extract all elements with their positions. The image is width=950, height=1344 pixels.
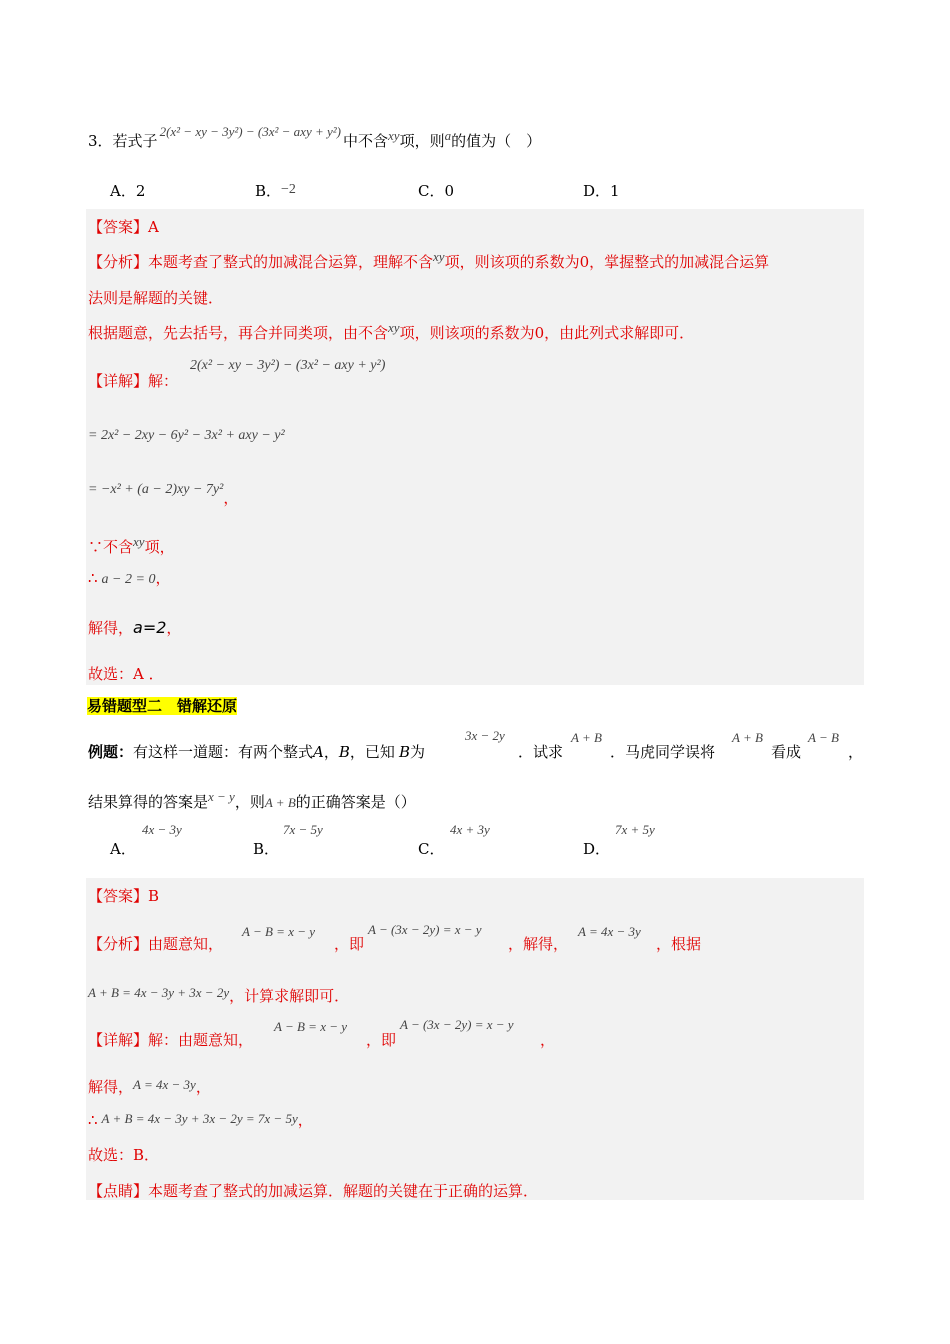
sep: ， xyxy=(323,743,339,761)
analysis-2-c: ，解得， xyxy=(508,935,569,953)
xy-term: xy xyxy=(133,534,145,549)
answer-tag: 【答案】 xyxy=(88,887,149,905)
detail-tag: 【详解】 xyxy=(88,1031,149,1049)
example-text: ，已知 xyxy=(349,743,395,761)
q3-option-a xyxy=(110,180,145,201)
answer-value: B xyxy=(148,887,160,905)
point-line xyxy=(88,1180,538,1201)
detail-tag: 【详解】 xyxy=(88,372,149,390)
therefore-symbol: ∴ xyxy=(88,1111,98,1129)
example-text4: ．试求 xyxy=(518,743,564,761)
therefore-line-2 xyxy=(88,1109,313,1130)
because-line xyxy=(88,536,175,557)
analysis-text: 根据题意，先去括号，再合并同类项，由不含 xyxy=(88,324,389,342)
solve-line-1 xyxy=(88,617,181,638)
point-tag: 【点睛】 xyxy=(88,1182,149,1200)
comma: ， xyxy=(223,489,239,507)
option-label: C． xyxy=(418,182,445,200)
example-comma: ， xyxy=(848,743,864,761)
example-option-a-value: 4x − 3y xyxy=(142,822,182,837)
q3-xy: xy xyxy=(388,128,400,143)
example-text: 的正确答案是（） xyxy=(295,793,416,811)
example-option-b: B． xyxy=(253,840,280,858)
answer-value: A xyxy=(148,218,159,236)
analysis-2-line1 xyxy=(88,933,223,954)
example-apb: A + B xyxy=(571,730,602,745)
step-1: = 2x² − 2xy − 6y² − 3x² + axy − y² xyxy=(88,428,285,443)
example-label: 例题： xyxy=(88,743,134,761)
therefore-expr: a − 2 = 0 xyxy=(101,572,156,587)
analysis-1-line2: 法则是解题的关键． xyxy=(88,289,224,307)
q3-mid: 中不含 xyxy=(343,132,389,150)
q3-expression: 2(x² − xy − 3y²) − (3x² − axy + y²) xyxy=(159,124,341,139)
example-text: ，则 xyxy=(234,793,265,811)
detail-2-e1: A − B = x − y xyxy=(274,1019,348,1034)
comma: ， xyxy=(195,1078,211,1096)
solve-prefix: 解得， xyxy=(88,619,134,637)
section-title xyxy=(87,695,237,716)
var-b: B xyxy=(398,743,410,761)
analysis-e4: A + B = 4x − 3y + 3x − 2y xyxy=(88,985,230,1000)
answer-2 xyxy=(88,885,159,906)
q3-prefix: 若式子 xyxy=(112,132,158,150)
comma: ， xyxy=(166,619,182,637)
section-title-text: 易错题型二 错解还原 xyxy=(87,697,238,715)
step-2-expr: = −x² + (a − 2)xy − 7y² xyxy=(88,482,224,497)
example-b-expr: 3x − 2y xyxy=(465,728,505,743)
analysis-2-e3: A = 4x − 3y xyxy=(578,924,641,939)
example-option-b-value: 7x − 5y xyxy=(283,822,323,837)
example-option-c-value: 4x + 3y xyxy=(450,822,490,837)
detail-text: 解：由题意知， xyxy=(148,1031,254,1049)
example-option-d-value: 7x + 5y xyxy=(615,822,655,837)
point-text: 本题考查了整式的加减运算．解题的关键在于正确的运算． xyxy=(148,1182,539,1200)
solve-prefix: 解得， xyxy=(88,1078,134,1096)
option-label: D． xyxy=(583,182,611,200)
xy-term: xy xyxy=(433,249,445,264)
because-text: ∵不含 xyxy=(88,538,134,556)
example-line2 xyxy=(88,791,416,812)
analysis-tag: 【分析】 xyxy=(88,935,149,953)
option-value: 0 xyxy=(444,182,455,200)
detail-2-b: ，即 xyxy=(366,1031,397,1049)
solve-line-2 xyxy=(88,1076,211,1097)
q3-option-b xyxy=(255,180,296,201)
var-b: B xyxy=(338,743,350,761)
solve-expr: a=2 xyxy=(133,618,167,637)
detail-1-line xyxy=(88,370,178,391)
example-text6: 看成 xyxy=(771,743,802,761)
xy-term: xy xyxy=(388,320,400,335)
therefore-line-1 xyxy=(88,567,170,588)
comma: ， xyxy=(297,1111,313,1129)
example-apb-2: A + B xyxy=(732,730,763,745)
therefore-symbol: ∴ xyxy=(88,569,98,587)
example-line1 xyxy=(88,741,425,762)
example-option-c: C． xyxy=(418,840,445,858)
because-end: 项， xyxy=(144,538,175,556)
q3-line xyxy=(88,124,542,151)
example-amb: A − B xyxy=(808,730,839,745)
example-text: 为 xyxy=(409,743,425,761)
option-value: 2 xyxy=(135,182,146,200)
option-value: 1 xyxy=(610,182,620,200)
comma: ， xyxy=(155,569,171,587)
q3-suffix: 的值为（ ） xyxy=(451,132,542,150)
option-value: −2 xyxy=(281,182,296,197)
q3-option-d xyxy=(583,180,620,201)
detail-2-c: ， xyxy=(540,1031,556,1049)
analysis-tag: 【分析】 xyxy=(88,253,149,271)
example-option-d: D． xyxy=(583,840,611,858)
var-a: A xyxy=(313,743,324,761)
analysis-2-d: ，根据 xyxy=(656,935,702,953)
choose-line-1: 故选：A ． xyxy=(88,665,164,683)
choose-line-2: 故选：B． xyxy=(88,1146,160,1164)
q3-mid2: 项，则 xyxy=(399,132,445,150)
example-text: 有这样一道题：有两个整式 xyxy=(133,743,314,761)
analysis-text: 本题考查了整式的加减混合运算，理解不含 xyxy=(148,253,434,271)
line2-expr: x − y xyxy=(208,789,235,804)
answer-1 xyxy=(88,216,159,237)
q3-a: a xyxy=(444,128,452,143)
analysis-1-line3 xyxy=(88,322,694,343)
apb-term: A + B xyxy=(264,795,296,810)
answer-box-1 xyxy=(86,209,864,685)
option-label: A． xyxy=(110,182,136,200)
detail-2-e2: A − (3x − 2y) = x − y xyxy=(400,1017,514,1032)
answer-tag: 【答案】 xyxy=(88,218,149,236)
analysis-text: 项，则该项的系数为0，掌握整式的加减混合运算 xyxy=(444,253,770,271)
option-label: B． xyxy=(255,182,282,200)
detail-2-line1 xyxy=(88,1029,253,1050)
therefore-expr: A + B = 4x − 3y + 3x − 2y = 7x − 5y xyxy=(101,1111,298,1126)
step-2 xyxy=(88,477,239,507)
analysis-1-line1 xyxy=(88,251,769,272)
detail-1-expr: 2(x² − xy − 3y²) − (3x² − axy + y²) xyxy=(190,358,386,373)
q3-number: 3． xyxy=(88,132,113,150)
analysis-text: 项，则该项的系数为0，由此列式求解即可． xyxy=(399,324,695,342)
solve-expr: A = 4x − 3y xyxy=(133,1077,196,1092)
example-text5: ．马虎同学误将 xyxy=(610,743,716,761)
analysis-2-line2 xyxy=(88,981,350,1005)
analysis-text: 由题意知， xyxy=(148,935,224,953)
q3-option-c xyxy=(418,180,454,201)
analysis-text: ，计算求解即可． xyxy=(229,987,350,1005)
detail-prefix: 解： xyxy=(148,372,179,390)
example-text: 结果算得的答案是 xyxy=(88,793,209,811)
analysis-2-e1: A − B = x − y xyxy=(242,924,316,939)
example-option-a: A． xyxy=(110,840,136,858)
analysis-2-b: ，即 xyxy=(334,935,365,953)
analysis-2-e2: A − (3x − 2y) = x − y xyxy=(368,922,482,937)
